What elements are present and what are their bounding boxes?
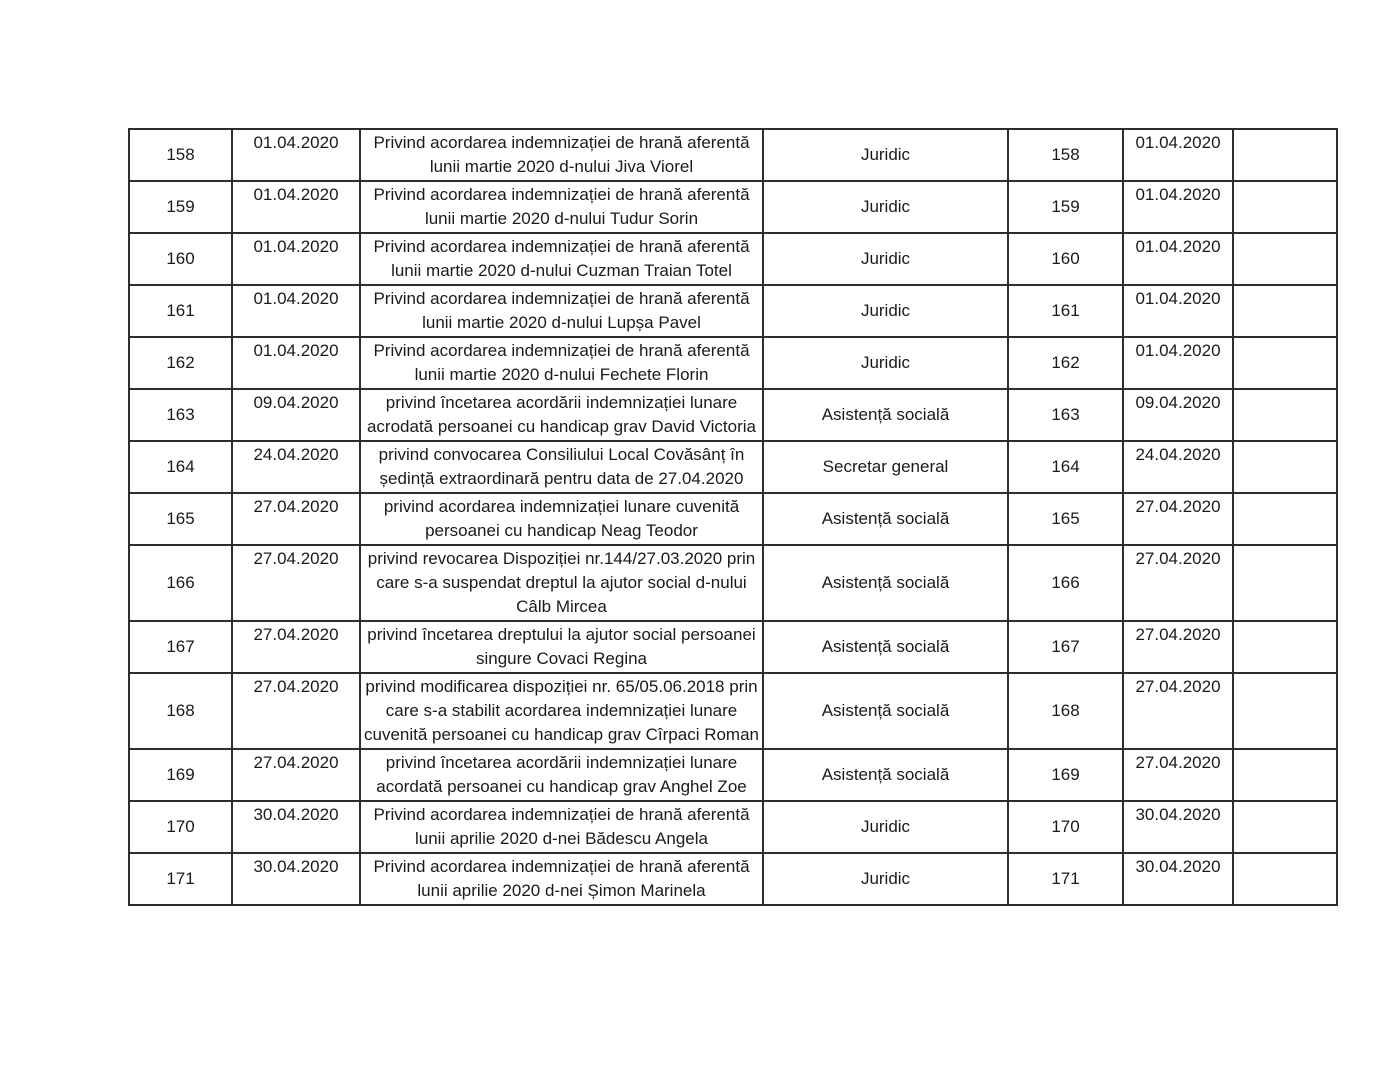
cell-disposition-number: 164 bbox=[129, 441, 232, 493]
cell-register-number: 159 bbox=[1008, 181, 1123, 233]
cell-subject: Privind acordarea indemnizației de hrană aferentă lunii martie 2020 d-nului Fechete Florin bbox=[360, 337, 763, 389]
cell-subject: privind modificarea dispoziției nr. 65/05.06.2018 prin care s-a stabilit acordarea indemnizației lunare cuvenită persoanei cu handicap grav Cîrpaci Roman bbox=[360, 673, 763, 749]
cell-register-number: 158 bbox=[1008, 129, 1123, 181]
cell-disposition-number: 166 bbox=[129, 545, 232, 621]
cell-note bbox=[1233, 749, 1337, 801]
cell-register-date: 01.04.2020 bbox=[1123, 181, 1233, 233]
table-row bbox=[129, 441, 1337, 493]
cell-subject: privind încetarea dreptului la ajutor social persoanei singure Covaci Regina bbox=[360, 621, 763, 673]
cell-note bbox=[1233, 233, 1337, 285]
cell-note bbox=[1233, 545, 1337, 621]
cell-register-number: 166 bbox=[1008, 545, 1123, 621]
cell-department: Asistență socială bbox=[763, 673, 1008, 749]
cell-register-date: 30.04.2020 bbox=[1123, 801, 1233, 853]
cell-subject: privind acordarea indemnizației lunare cuvenită persoanei cu handicap Neag Teodor bbox=[360, 493, 763, 545]
cell-disposition-number: 162 bbox=[129, 337, 232, 389]
cell-issue-date: 27.04.2020 bbox=[232, 673, 360, 749]
cell-issue-date: 01.04.2020 bbox=[232, 129, 360, 181]
cell-department: Asistență socială bbox=[763, 389, 1008, 441]
cell-department: Asistență socială bbox=[763, 749, 1008, 801]
table-row bbox=[129, 129, 1337, 181]
cell-issue-date: 09.04.2020 bbox=[232, 389, 360, 441]
cell-subject: privind revocarea Dispoziției nr.144/27.03.2020 prin care s-a suspendat dreptul la ajutor social d-nului Câlb Mircea bbox=[360, 545, 763, 621]
cell-issue-date: 30.04.2020 bbox=[232, 801, 360, 853]
table-body bbox=[129, 129, 1337, 905]
cell-issue-date: 27.04.2020 bbox=[232, 749, 360, 801]
cell-subject: privind convocarea Consiliului Local Covăsânț în ședință extraordinară pentru data de 27.04.2020 bbox=[360, 441, 763, 493]
cell-register-date: 01.04.2020 bbox=[1123, 337, 1233, 389]
cell-register-date: 27.04.2020 bbox=[1123, 621, 1233, 673]
cell-disposition-number: 159 bbox=[129, 181, 232, 233]
cell-issue-date: 01.04.2020 bbox=[232, 233, 360, 285]
cell-issue-date: 01.04.2020 bbox=[232, 337, 360, 389]
cell-register-number: 164 bbox=[1008, 441, 1123, 493]
cell-register-number: 165 bbox=[1008, 493, 1123, 545]
table-row bbox=[129, 337, 1337, 389]
cell-note bbox=[1233, 493, 1337, 545]
cell-department: Juridic bbox=[763, 233, 1008, 285]
cell-department: Secretar general bbox=[763, 441, 1008, 493]
cell-disposition-number: 161 bbox=[129, 285, 232, 337]
cell-note bbox=[1233, 673, 1337, 749]
table-row bbox=[129, 749, 1337, 801]
table-row bbox=[129, 285, 1337, 337]
cell-department: Juridic bbox=[763, 337, 1008, 389]
cell-issue-date: 01.04.2020 bbox=[232, 181, 360, 233]
cell-department: Juridic bbox=[763, 181, 1008, 233]
cell-department: Asistență socială bbox=[763, 493, 1008, 545]
cell-issue-date: 24.04.2020 bbox=[232, 441, 360, 493]
cell-disposition-number: 158 bbox=[129, 129, 232, 181]
cell-disposition-number: 167 bbox=[129, 621, 232, 673]
cell-department: Juridic bbox=[763, 853, 1008, 905]
cell-register-date: 27.04.2020 bbox=[1123, 673, 1233, 749]
cell-department: Juridic bbox=[763, 129, 1008, 181]
cell-note bbox=[1233, 129, 1337, 181]
cell-register-date: 09.04.2020 bbox=[1123, 389, 1233, 441]
cell-issue-date: 01.04.2020 bbox=[232, 285, 360, 337]
cell-issue-date: 30.04.2020 bbox=[232, 853, 360, 905]
cell-disposition-number: 163 bbox=[129, 389, 232, 441]
cell-register-date: 24.04.2020 bbox=[1123, 441, 1233, 493]
table-row bbox=[129, 389, 1337, 441]
cell-issue-date: 27.04.2020 bbox=[232, 621, 360, 673]
cell-subject: Privind acordarea indemnizației de hrană aferentă lunii martie 2020 d-nului Jiva Viorel bbox=[360, 129, 763, 181]
table-row bbox=[129, 621, 1337, 673]
cell-note bbox=[1233, 389, 1337, 441]
table-row bbox=[129, 233, 1337, 285]
cell-department: Asistență socială bbox=[763, 621, 1008, 673]
cell-register-number: 170 bbox=[1008, 801, 1123, 853]
cell-note bbox=[1233, 285, 1337, 337]
table-row bbox=[129, 673, 1337, 749]
cell-subject: Privind acordarea indemnizației de hrană aferentă lunii martie 2020 d-nului Tudur Sorin bbox=[360, 181, 763, 233]
table-row bbox=[129, 493, 1337, 545]
cell-subject: Privind acordarea indemnizației de hrană aferentă lunii aprilie 2020 d-nei Șimon Marinela bbox=[360, 853, 763, 905]
cell-note bbox=[1233, 181, 1337, 233]
cell-note bbox=[1233, 801, 1337, 853]
cell-department: Juridic bbox=[763, 801, 1008, 853]
cell-subject: Privind acordarea indemnizației de hrană aferentă lunii aprilie 2020 d-nei Bădescu Angela bbox=[360, 801, 763, 853]
cell-register-number: 160 bbox=[1008, 233, 1123, 285]
cell-note bbox=[1233, 853, 1337, 905]
cell-register-number: 167 bbox=[1008, 621, 1123, 673]
cell-disposition-number: 160 bbox=[129, 233, 232, 285]
cell-register-number: 168 bbox=[1008, 673, 1123, 749]
cell-subject: privind încetarea acordării indemnizației lunare acordată persoanei cu handicap grav Anghel Zoe bbox=[360, 749, 763, 801]
cell-register-date: 01.04.2020 bbox=[1123, 233, 1233, 285]
cell-register-date: 30.04.2020 bbox=[1123, 853, 1233, 905]
cell-department: Asistență socială bbox=[763, 545, 1008, 621]
cell-register-number: 163 bbox=[1008, 389, 1123, 441]
cell-register-date: 27.04.2020 bbox=[1123, 749, 1233, 801]
cell-issue-date: 27.04.2020 bbox=[232, 493, 360, 545]
cell-disposition-number: 171 bbox=[129, 853, 232, 905]
cell-subject: Privind acordarea indemnizației de hrană aferentă lunii martie 2020 d-nului Cuzman Traian Totel bbox=[360, 233, 763, 285]
table-row bbox=[129, 545, 1337, 621]
cell-register-date: 27.04.2020 bbox=[1123, 545, 1233, 621]
cell-note bbox=[1233, 621, 1337, 673]
cell-register-number: 161 bbox=[1008, 285, 1123, 337]
cell-register-date: 27.04.2020 bbox=[1123, 493, 1233, 545]
cell-subject: Privind acordarea indemnizației de hrană aferentă lunii martie 2020 d-nului Lupșa Pavel bbox=[360, 285, 763, 337]
cell-disposition-number: 170 bbox=[129, 801, 232, 853]
table-row bbox=[129, 181, 1337, 233]
cell-issue-date: 27.04.2020 bbox=[232, 545, 360, 621]
table-row bbox=[129, 801, 1337, 853]
cell-register-number: 169 bbox=[1008, 749, 1123, 801]
cell-register-date: 01.04.2020 bbox=[1123, 129, 1233, 181]
cell-disposition-number: 165 bbox=[129, 493, 232, 545]
cell-register-number: 162 bbox=[1008, 337, 1123, 389]
table-row bbox=[129, 853, 1337, 905]
cell-note bbox=[1233, 337, 1337, 389]
dispositions-register-table bbox=[128, 128, 1338, 906]
cell-disposition-number: 168 bbox=[129, 673, 232, 749]
cell-disposition-number: 169 bbox=[129, 749, 232, 801]
cell-register-number: 171 bbox=[1008, 853, 1123, 905]
cell-note bbox=[1233, 441, 1337, 493]
cell-register-date: 01.04.2020 bbox=[1123, 285, 1233, 337]
cell-subject: privind încetarea acordării indemnizației lunare acrodată persoanei cu handicap grav David Victoria bbox=[360, 389, 763, 441]
cell-department: Juridic bbox=[763, 285, 1008, 337]
